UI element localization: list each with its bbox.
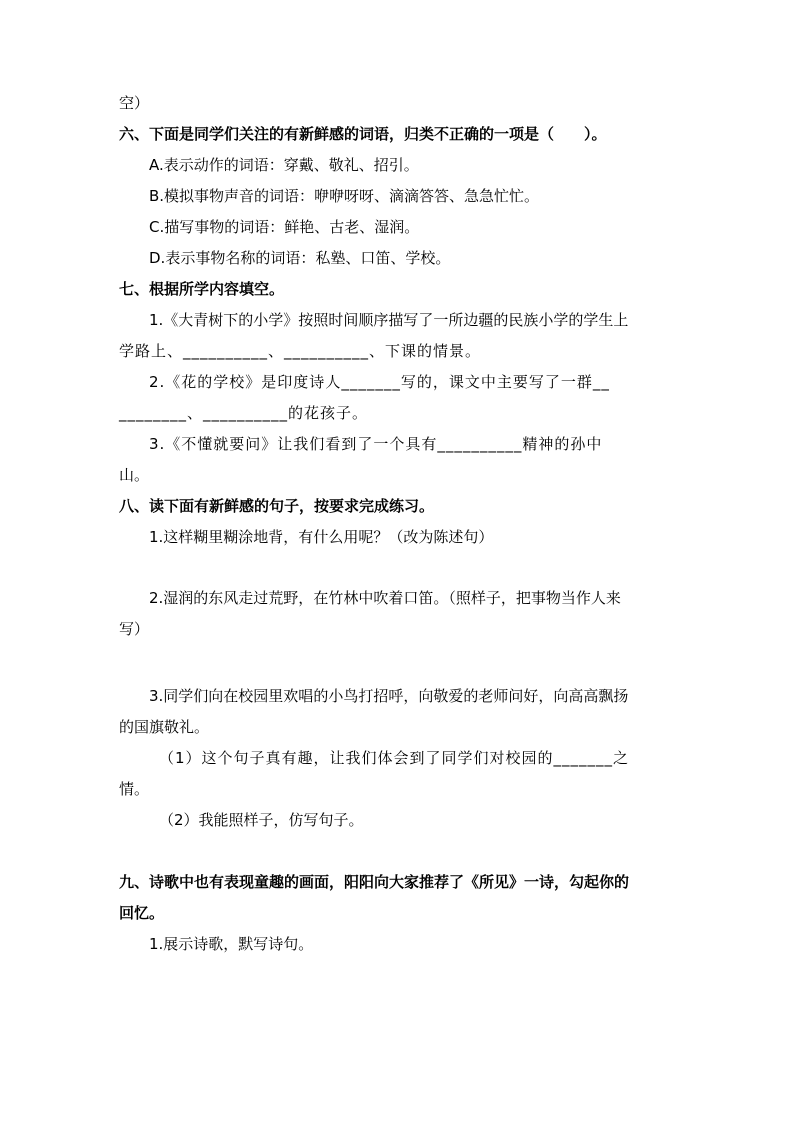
section-9-title-line-1: 九、诗歌中也有表现童趣的画面，阳阳向大家推荐了《所见》一诗，勾起你的	[119, 873, 630, 891]
text-line-continuation: 空）	[119, 94, 150, 112]
answer-space	[119, 553, 679, 583]
section-8-question-3-line-1: 3.同学们向在校园里欢唱的小鸟打招呼，向敬爱的老师问好，向高高飘扬	[149, 687, 629, 705]
section-8-question-3-line-2: 的国旗敬礼。	[119, 718, 210, 736]
section-7-question-3-line-2: 山。	[119, 466, 150, 484]
section-6-option-a: A.表示动作的词语：穿戴、敬礼、招引。	[149, 156, 419, 174]
section-8-title: 八、读下面有新鲜感的句子，按要求完成练习。	[119, 497, 435, 515]
section-8-question-3-sub-2: （2）我能照样子，仿写句子。	[159, 811, 364, 829]
section-8-question-1: 1.这样糊里糊涂地背，有什么用呢？（改为陈述句）	[149, 528, 494, 546]
section-9-title-line-2: 回忆。	[119, 904, 165, 922]
section-7-question-3-line-1: 3.《不懂就要问》让我们看到了一个具有__________精神的孙中	[149, 435, 603, 453]
answer-space	[119, 836, 679, 867]
section-6-title: 六、下面是同学们关注的有新鲜感的词语，归类不正确的一项是（ ）。	[119, 125, 607, 143]
section-6-option-b: B.模拟事物声音的词语：咿咿呀呀、滴滴答答、急急忙忙。	[149, 187, 540, 205]
section-7-question-2-line-1: 2.《花的学校》是印度诗人_______写的，课文中主要写了一群__	[149, 373, 610, 391]
section-7-question-2-line-2: ________、__________的花孩子。	[119, 404, 369, 422]
section-8-question-3-sub-1-line-1: （1）这个句子真有趣，让我们体会到了同学们对校园的_______之	[159, 749, 630, 767]
section-7-question-1-line-2: 学路上、__________、__________、下课的情景。	[119, 342, 482, 360]
section-9-question-1: 1.展示诗歌，默写诗句。	[149, 935, 314, 953]
section-7-title: 七、根据所学内容填空。	[119, 280, 285, 298]
section-6-option-c: C.描写事物的词语：鲜艳、古老、湿润。	[149, 218, 420, 236]
section-7-question-1-line-1: 1.《大青树下的小学》按照时间顺序描写了一所边疆的民族小学的学生上	[149, 311, 629, 329]
section-8-question-2-line-2: 写）	[119, 620, 150, 638]
section-6-option-d: D.表示事物名称的词语：私塾、口笛、学校。	[149, 249, 451, 267]
section-8-question-2-line-1: 2.湿润的东风走过荒野，在竹林中吹着口笛。（照样子，把事物当作人来	[149, 589, 621, 607]
document-page	[119, 88, 679, 960]
answer-space	[119, 645, 679, 681]
section-8-question-3-sub-1-line-2: 情。	[119, 780, 150, 798]
